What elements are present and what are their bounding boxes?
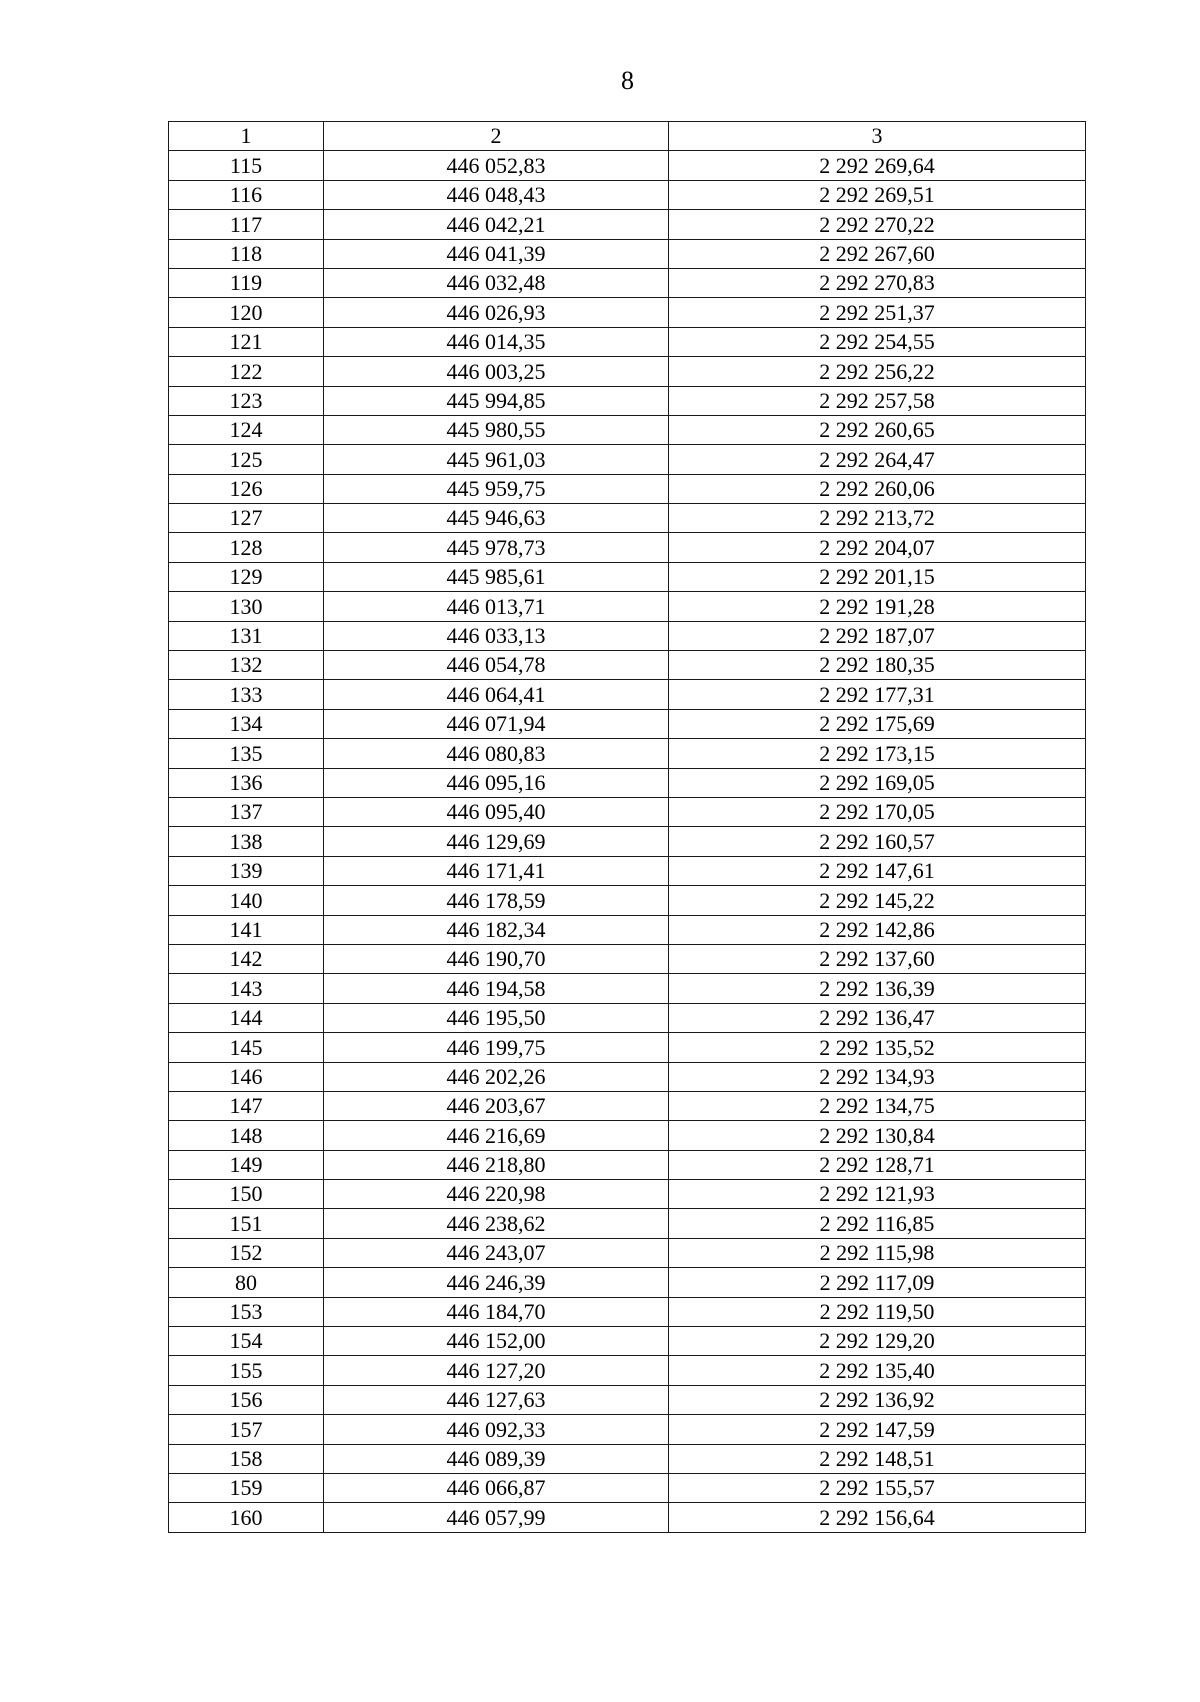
coordinates-table (168, 121, 1086, 1533)
point-number-cell: 124 (169, 415, 324, 444)
point-number-cell: 152 (169, 1238, 324, 1267)
table-row (169, 1033, 1086, 1062)
point-number-cell: 142 (169, 944, 324, 973)
table-row (169, 974, 1086, 1003)
point-number-cell: 150 (169, 1180, 324, 1209)
table-row (169, 1150, 1086, 1179)
point-number-cell: 159 (169, 1473, 324, 1502)
y-coordinate-cell: 2 292 160,57 (669, 827, 1086, 856)
y-coordinate-cell: 2 292 148,51 (669, 1444, 1086, 1473)
x-coordinate-cell: 446 052,83 (324, 151, 669, 180)
y-coordinate-cell: 2 292 142,86 (669, 915, 1086, 944)
table-row (169, 886, 1086, 915)
point-number-cell: 151 (169, 1209, 324, 1238)
x-coordinate-cell: 446 080,83 (324, 739, 669, 768)
x-coordinate-cell: 446 199,75 (324, 1033, 669, 1062)
x-coordinate-cell: 446 041,39 (324, 239, 669, 268)
x-coordinate-cell: 445 985,61 (324, 562, 669, 591)
y-coordinate-cell: 2 292 147,61 (669, 856, 1086, 885)
x-coordinate-cell: 446 220,98 (324, 1180, 669, 1209)
point-number-cell: 137 (169, 797, 324, 826)
table-row (169, 268, 1086, 297)
table-row (169, 1385, 1086, 1414)
y-coordinate-cell: 2 292 267,60 (669, 239, 1086, 268)
table-row (169, 386, 1086, 415)
x-coordinate-cell: 446 042,21 (324, 210, 669, 239)
point-number-cell: 139 (169, 856, 324, 885)
x-coordinate-cell: 446 092,33 (324, 1415, 669, 1444)
x-coordinate-cell: 446 129,69 (324, 827, 669, 856)
table-row (169, 151, 1086, 180)
y-coordinate-cell: 2 292 156,64 (669, 1503, 1086, 1532)
point-number-cell: 115 (169, 151, 324, 180)
point-number-cell: 128 (169, 533, 324, 562)
x-coordinate-cell: 445 980,55 (324, 415, 669, 444)
y-coordinate-cell: 2 292 137,60 (669, 944, 1086, 973)
column-header-2: 2 (324, 122, 669, 151)
point-number-cell: 132 (169, 651, 324, 680)
point-number-cell: 143 (169, 974, 324, 1003)
column-header-3: 3 (669, 122, 1086, 151)
point-number-cell: 130 (169, 592, 324, 621)
point-number-cell: 136 (169, 768, 324, 797)
x-coordinate-cell: 446 238,62 (324, 1209, 669, 1238)
table-body (169, 151, 1086, 1532)
x-coordinate-cell: 445 961,03 (324, 445, 669, 474)
table-row (169, 239, 1086, 268)
x-coordinate-cell: 446 190,70 (324, 944, 669, 973)
x-coordinate-cell: 446 033,13 (324, 621, 669, 650)
table-row (169, 1356, 1086, 1385)
x-coordinate-cell: 446 127,63 (324, 1385, 669, 1414)
y-coordinate-cell: 2 292 129,20 (669, 1327, 1086, 1356)
x-coordinate-cell: 446 054,78 (324, 651, 669, 680)
table-row (169, 651, 1086, 680)
y-coordinate-cell: 2 292 270,83 (669, 268, 1086, 297)
page-number: 8 (621, 66, 634, 95)
point-number-cell: 127 (169, 504, 324, 533)
x-coordinate-cell: 445 959,75 (324, 474, 669, 503)
table-row (169, 533, 1086, 562)
x-coordinate-cell: 446 057,99 (324, 1503, 669, 1532)
point-number-cell: 138 (169, 827, 324, 856)
point-number-cell: 153 (169, 1297, 324, 1326)
table-row (169, 739, 1086, 768)
table-row (169, 357, 1086, 386)
table-row (169, 474, 1086, 503)
y-coordinate-cell: 2 292 269,64 (669, 151, 1086, 180)
x-coordinate-cell: 446 178,59 (324, 886, 669, 915)
x-coordinate-cell: 446 195,50 (324, 1003, 669, 1032)
point-number-cell: 160 (169, 1503, 324, 1532)
point-number-cell: 149 (169, 1150, 324, 1179)
table-row (169, 298, 1086, 327)
y-coordinate-cell: 2 292 155,57 (669, 1473, 1086, 1502)
x-coordinate-cell: 446 071,94 (324, 709, 669, 738)
point-number-cell: 117 (169, 210, 324, 239)
x-coordinate-cell: 445 946,63 (324, 504, 669, 533)
y-coordinate-cell: 2 292 251,37 (669, 298, 1086, 327)
x-coordinate-cell: 446 032,48 (324, 268, 669, 297)
point-number-cell: 122 (169, 357, 324, 386)
table-row (169, 1473, 1086, 1502)
y-coordinate-cell: 2 292 204,07 (669, 533, 1086, 562)
point-number-cell: 154 (169, 1327, 324, 1356)
point-number-cell: 148 (169, 1121, 324, 1150)
point-number-cell: 135 (169, 739, 324, 768)
table-row (169, 709, 1086, 738)
y-coordinate-cell: 2 292 264,47 (669, 445, 1086, 474)
point-number-cell: 80 (169, 1268, 324, 1297)
y-coordinate-cell: 2 292 134,93 (669, 1062, 1086, 1091)
y-coordinate-cell: 2 292 180,35 (669, 651, 1086, 680)
table-row (169, 327, 1086, 356)
table-row (169, 1297, 1086, 1326)
point-number-cell: 118 (169, 239, 324, 268)
y-coordinate-cell: 2 292 169,05 (669, 768, 1086, 797)
table-row (169, 1268, 1086, 1297)
y-coordinate-cell: 2 292 119,50 (669, 1297, 1086, 1326)
table-row (169, 1238, 1086, 1267)
y-coordinate-cell: 2 292 147,59 (669, 1415, 1086, 1444)
table-row (169, 445, 1086, 474)
x-coordinate-cell: 446 203,67 (324, 1091, 669, 1120)
table-row (169, 827, 1086, 856)
x-coordinate-cell: 446 171,41 (324, 856, 669, 885)
point-number-cell: 134 (169, 709, 324, 738)
x-coordinate-cell: 446 127,20 (324, 1356, 669, 1385)
x-coordinate-cell: 446 026,93 (324, 298, 669, 327)
table-row (169, 1180, 1086, 1209)
y-coordinate-cell: 2 292 260,06 (669, 474, 1086, 503)
point-number-cell: 141 (169, 915, 324, 944)
point-number-cell: 145 (169, 1033, 324, 1062)
x-coordinate-cell: 446 246,39 (324, 1268, 669, 1297)
y-coordinate-cell: 2 292 269,51 (669, 180, 1086, 209)
y-coordinate-cell: 2 292 116,85 (669, 1209, 1086, 1238)
x-coordinate-cell: 445 994,85 (324, 386, 669, 415)
table-row (169, 621, 1086, 650)
x-coordinate-cell: 446 013,71 (324, 592, 669, 621)
point-number-cell: 126 (169, 474, 324, 503)
table-row (169, 1415, 1086, 1444)
y-coordinate-cell: 2 292 130,84 (669, 1121, 1086, 1150)
y-coordinate-cell: 2 292 121,93 (669, 1180, 1086, 1209)
table-row (169, 797, 1086, 826)
table-row (169, 592, 1086, 621)
y-coordinate-cell: 2 292 187,07 (669, 621, 1086, 650)
y-coordinate-cell: 2 292 257,58 (669, 386, 1086, 415)
y-coordinate-cell: 2 292 117,09 (669, 1268, 1086, 1297)
y-coordinate-cell: 2 292 173,15 (669, 739, 1086, 768)
x-coordinate-cell: 446 194,58 (324, 974, 669, 1003)
y-coordinate-cell: 2 292 115,98 (669, 1238, 1086, 1267)
point-number-cell: 116 (169, 180, 324, 209)
y-coordinate-cell: 2 292 256,22 (669, 357, 1086, 386)
table-row (169, 504, 1086, 533)
point-number-cell: 120 (169, 298, 324, 327)
table-row (169, 768, 1086, 797)
x-coordinate-cell: 446 095,40 (324, 797, 669, 826)
table-row (169, 1091, 1086, 1120)
point-number-cell: 140 (169, 886, 324, 915)
point-number-cell: 131 (169, 621, 324, 650)
table-row (169, 210, 1086, 239)
point-number-cell: 147 (169, 1091, 324, 1120)
x-coordinate-cell: 446 003,25 (324, 357, 669, 386)
table-row (169, 856, 1086, 885)
table-row (169, 415, 1086, 444)
point-number-cell: 146 (169, 1062, 324, 1091)
y-coordinate-cell: 2 292 136,47 (669, 1003, 1086, 1032)
point-number-cell: 156 (169, 1385, 324, 1414)
x-coordinate-cell: 446 048,43 (324, 180, 669, 209)
x-coordinate-cell: 446 243,07 (324, 1238, 669, 1267)
x-coordinate-cell: 446 218,80 (324, 1150, 669, 1179)
point-number-cell: 158 (169, 1444, 324, 1473)
point-number-cell: 125 (169, 445, 324, 474)
y-coordinate-cell: 2 292 135,40 (669, 1356, 1086, 1385)
x-coordinate-cell: 446 089,39 (324, 1444, 669, 1473)
point-number-cell: 133 (169, 680, 324, 709)
x-coordinate-cell: 446 184,70 (324, 1297, 669, 1326)
y-coordinate-cell: 2 292 134,75 (669, 1091, 1086, 1120)
x-coordinate-cell: 446 014,35 (324, 327, 669, 356)
x-coordinate-cell: 446 095,16 (324, 768, 669, 797)
table-row (169, 915, 1086, 944)
table-row (169, 1121, 1086, 1150)
point-number-cell: 119 (169, 268, 324, 297)
y-coordinate-cell: 2 292 175,69 (669, 709, 1086, 738)
table-row (169, 1209, 1086, 1238)
y-coordinate-cell: 2 292 128,71 (669, 1150, 1086, 1179)
x-coordinate-cell: 446 152,00 (324, 1327, 669, 1356)
table-row (169, 180, 1086, 209)
table-row (169, 944, 1086, 973)
y-coordinate-cell: 2 292 191,28 (669, 592, 1086, 621)
y-coordinate-cell: 2 292 145,22 (669, 886, 1086, 915)
y-coordinate-cell: 2 292 136,39 (669, 974, 1086, 1003)
y-coordinate-cell: 2 292 213,72 (669, 504, 1086, 533)
y-coordinate-cell: 2 292 201,15 (669, 562, 1086, 591)
table-header-row (169, 122, 1086, 151)
y-coordinate-cell: 2 292 170,05 (669, 797, 1086, 826)
point-number-cell: 155 (169, 1356, 324, 1385)
table-row (169, 1327, 1086, 1356)
y-coordinate-cell: 2 292 254,55 (669, 327, 1086, 356)
x-coordinate-cell: 446 064,41 (324, 680, 669, 709)
x-coordinate-cell: 446 182,34 (324, 915, 669, 944)
x-coordinate-cell: 446 216,69 (324, 1121, 669, 1150)
table-row (169, 562, 1086, 591)
y-coordinate-cell: 2 292 177,31 (669, 680, 1086, 709)
y-coordinate-cell: 2 292 135,52 (669, 1033, 1086, 1062)
point-number-cell: 157 (169, 1415, 324, 1444)
x-coordinate-cell: 446 066,87 (324, 1473, 669, 1502)
point-number-cell: 144 (169, 1003, 324, 1032)
x-coordinate-cell: 446 202,26 (324, 1062, 669, 1091)
table-row (169, 1444, 1086, 1473)
table-row (169, 1062, 1086, 1091)
y-coordinate-cell: 2 292 260,65 (669, 415, 1086, 444)
table-row (169, 1003, 1086, 1032)
point-number-cell: 129 (169, 562, 324, 591)
table-row (169, 1503, 1086, 1532)
point-number-cell: 121 (169, 327, 324, 356)
point-number-cell: 123 (169, 386, 324, 415)
y-coordinate-cell: 2 292 136,92 (669, 1385, 1086, 1414)
x-coordinate-cell: 445 978,73 (324, 533, 669, 562)
column-header-1: 1 (169, 122, 324, 151)
table-row (169, 680, 1086, 709)
y-coordinate-cell: 2 292 270,22 (669, 210, 1086, 239)
